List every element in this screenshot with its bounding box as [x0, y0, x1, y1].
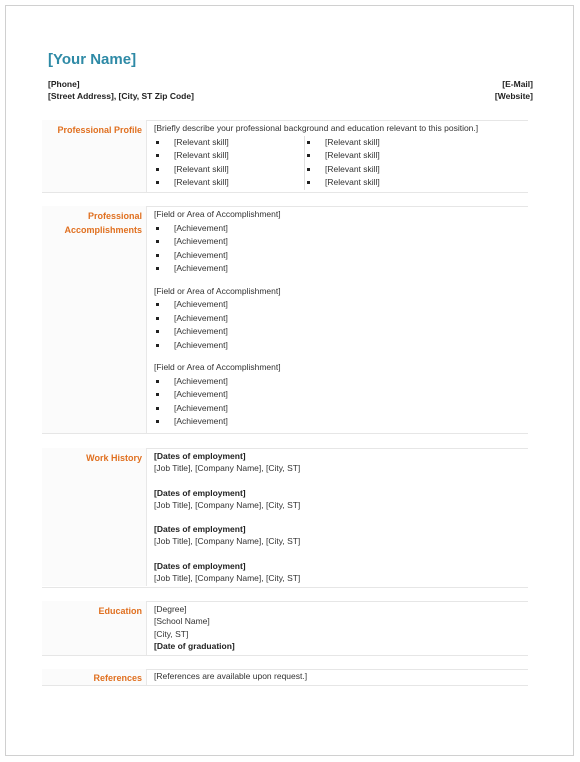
section-references	[42, 669, 528, 686]
divider	[42, 685, 528, 686]
street-address[interactable]: [Street Address], [City, ST Zip Code]	[48, 91, 194, 101]
profile-heading: Professional Profile	[57, 125, 142, 135]
accomplishment-field[interactable]: [Field or Area of Accomplishment]	[154, 285, 281, 296]
education-body	[154, 603, 528, 652]
skill-item[interactable]: [Relevant skill]	[305, 149, 455, 163]
accomplishments-heading	[42, 209, 142, 237]
references-text[interactable]: [References are available upon request.]	[154, 671, 308, 681]
section-divider	[146, 206, 147, 433]
achievement-item[interactable]: [Achievement]	[154, 415, 528, 429]
accomplishments-body	[154, 208, 528, 438]
school-city[interactable]: [City, ST]	[154, 628, 189, 639]
achievement-item[interactable]: [Achievement]	[154, 262, 528, 276]
section-accomplishments	[42, 206, 528, 433]
job-title[interactable]: [Job Title]	[154, 499, 191, 510]
divider	[42, 587, 528, 588]
achievement-item[interactable]: [Achievement]	[154, 375, 528, 389]
skill-item[interactable]: [Relevant skill]	[154, 149, 304, 163]
accomplishment-group	[154, 285, 528, 353]
skills-table	[154, 136, 528, 190]
section-work-history	[42, 448, 528, 586]
accomplishments-heading-line2: Accomplishments	[64, 225, 142, 235]
job-entry	[154, 487, 528, 512]
job-dates[interactable]: [Dates of employment]	[154, 524, 246, 535]
phone[interactable]: [Phone]	[48, 79, 80, 89]
job-company-city[interactable]: , [Company Name], [City, ST]	[190, 463, 301, 474]
section-divider	[146, 448, 147, 586]
skills-column-2	[304, 136, 455, 190]
job-dates[interactable]: [Dates of employment]	[154, 451, 246, 461]
achievement-item[interactable]: [Achievement]	[154, 339, 528, 353]
section-divider	[146, 669, 147, 686]
contact-right-block	[495, 78, 533, 102]
achievement-list	[154, 375, 528, 429]
accomplishment-group	[154, 361, 528, 429]
section-shade	[42, 448, 146, 586]
section-top-line	[146, 120, 528, 121]
job-entry	[154, 560, 528, 585]
section-top-line	[146, 448, 528, 449]
achievement-item[interactable]: [Achievement]	[154, 312, 528, 326]
job-title[interactable]: [Job Title]	[154, 573, 191, 584]
achievement-list	[154, 298, 528, 352]
references-heading: References	[93, 673, 142, 683]
accomplishment-field[interactable]: [Field or Area of Accomplishment]	[154, 362, 281, 372]
achievement-item[interactable]: [Achievement]	[154, 235, 528, 249]
skill-item[interactable]: [Relevant skill]	[305, 163, 455, 177]
accomplishment-field[interactable]: [Field or Area of Accomplishment]	[154, 209, 281, 219]
job-company-city[interactable]: , [Company Name], [City, ST]	[190, 573, 301, 584]
degree[interactable]: [Degree]	[154, 604, 187, 614]
job-line	[154, 535, 528, 547]
divider	[42, 433, 528, 434]
job-line	[154, 499, 528, 511]
job-title[interactable]: [Job Title]	[154, 536, 191, 547]
section-divider	[146, 120, 147, 192]
section-shade	[42, 206, 146, 433]
job-line	[154, 572, 528, 584]
references-body	[154, 670, 528, 684]
divider	[42, 192, 528, 193]
skill-item[interactable]: [Relevant skill]	[154, 176, 304, 190]
education-heading: Education	[98, 606, 142, 616]
achievement-list	[154, 222, 528, 276]
job-entry	[154, 450, 528, 475]
school-name[interactable]: [School Name]	[154, 616, 210, 627]
section-professional-profile	[42, 120, 528, 192]
section-top-line	[146, 206, 528, 207]
work-heading: Work History	[86, 453, 142, 463]
skill-item[interactable]: [Relevant skill]	[154, 136, 304, 150]
achievement-item[interactable]: [Achievement]	[154, 388, 528, 402]
section-divider	[146, 601, 147, 656]
accomplishment-group	[154, 208, 528, 276]
email[interactable]: [E-Mail]	[502, 79, 533, 89]
job-dates[interactable]: [Dates of employment]	[154, 487, 246, 498]
graduation-date[interactable]: [Date of graduation]	[154, 640, 235, 651]
achievement-item[interactable]: [Achievement]	[154, 325, 528, 339]
your-name[interactable]: [Your Name]	[48, 51, 137, 68]
contact-left-block	[48, 78, 194, 102]
achievement-item[interactable]: [Achievement]	[154, 222, 528, 236]
job-company-city[interactable]: , [Company Name], [City, ST]	[190, 536, 301, 547]
job-entry	[154, 523, 528, 548]
job-dates[interactable]: [Dates of employment]	[154, 560, 246, 571]
section-top-line	[146, 601, 528, 602]
profile-description[interactable]: [Briefly describe your professional background and education relevant to this position.]	[154, 123, 479, 133]
skill-item[interactable]: [Relevant skill]	[305, 136, 455, 150]
job-title[interactable]: [Job Title]	[154, 463, 191, 474]
achievement-item[interactable]: [Achievement]	[154, 402, 528, 416]
work-body	[154, 450, 528, 584]
skill-item[interactable]: [Relevant skill]	[154, 163, 304, 177]
website[interactable]: [Website]	[494, 91, 533, 101]
skills-column-1	[154, 136, 304, 190]
accomplishments-heading-line1: Professional	[87, 211, 142, 221]
job-company-city[interactable]: , [Company Name], [City, ST]	[190, 499, 301, 510]
skill-item[interactable]: [Relevant skill]	[305, 176, 455, 190]
achievement-item[interactable]: [Achievement]	[154, 249, 528, 263]
divider	[42, 655, 528, 656]
achievement-item[interactable]: [Achievement]	[154, 298, 528, 312]
profile-body	[154, 122, 528, 190]
section-education	[42, 601, 528, 656]
job-line	[154, 462, 528, 474]
